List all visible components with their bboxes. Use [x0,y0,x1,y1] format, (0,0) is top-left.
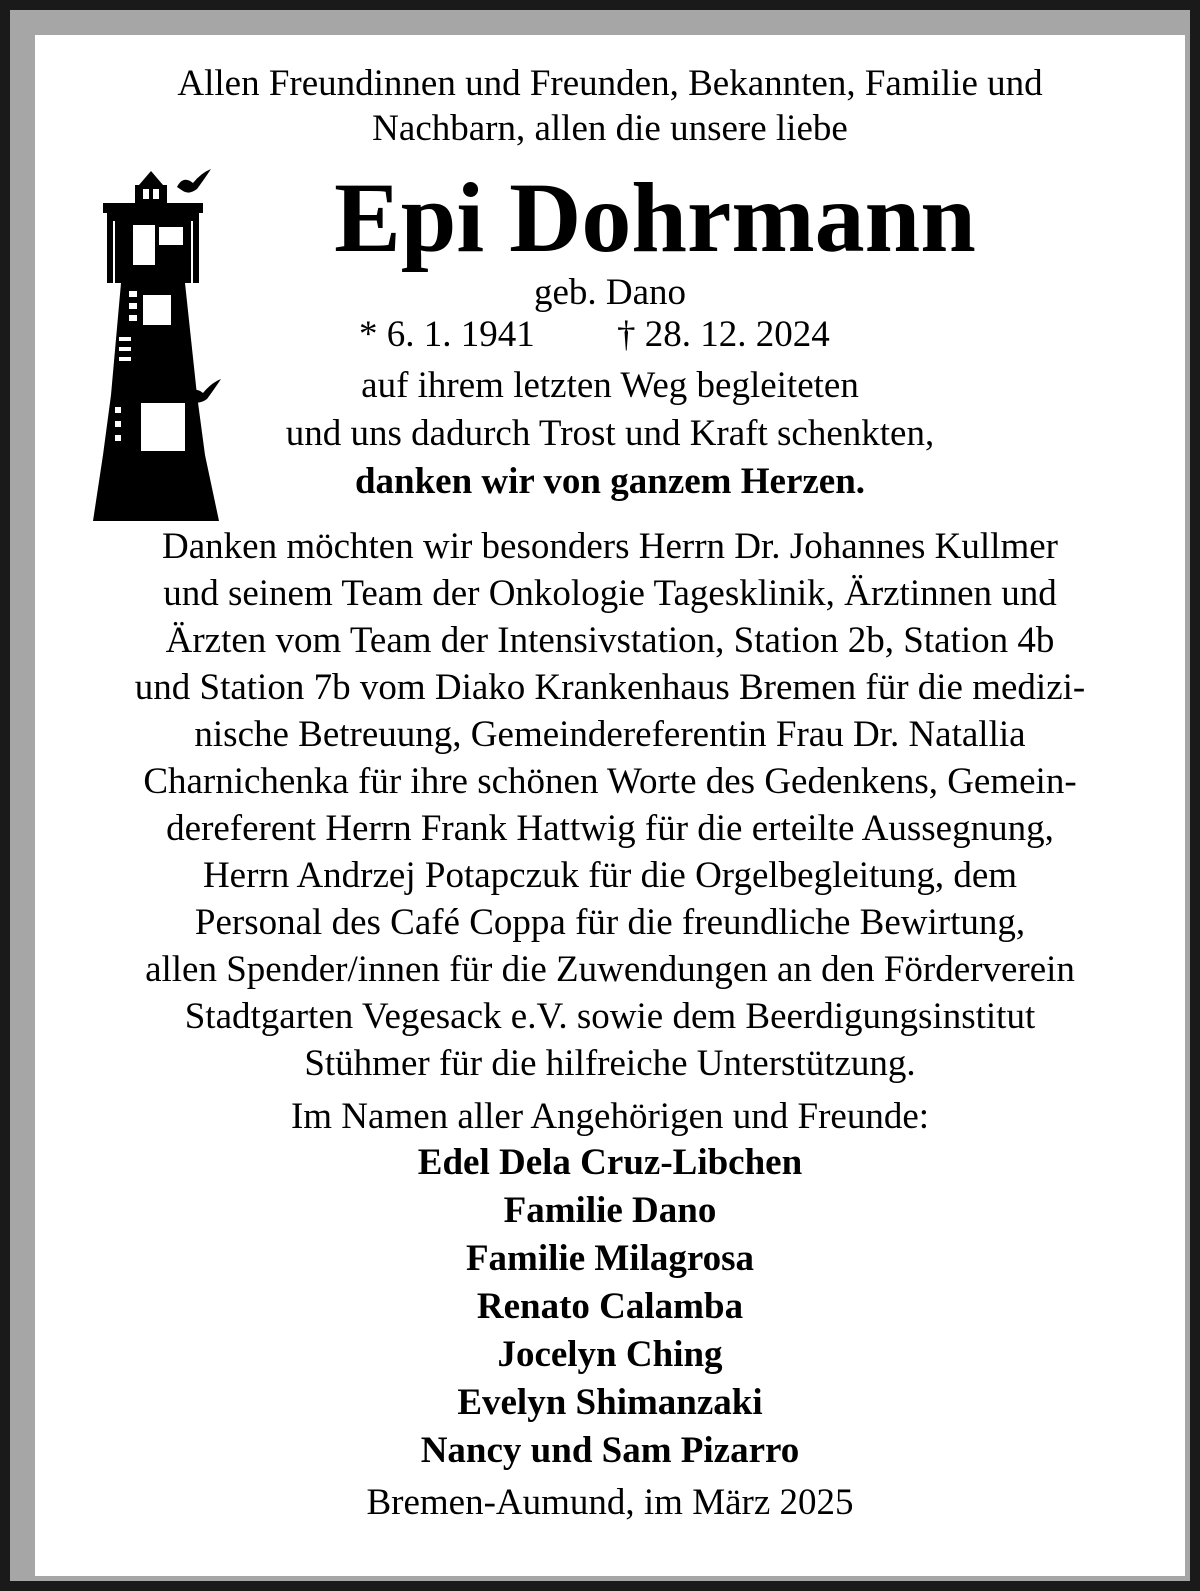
body-line: und seinem Team der Onkologie Tagesklinik, Ärztinnen und [163,573,1057,614]
middle-border [10,10,1190,1581]
body-line: nische Betreuung, Gemeindereferentin Frau Dr. Natallia [194,714,1026,755]
mourner-name: Nancy und Sam Pizarro [420,1430,800,1471]
body-line: Ärzten vom Team der Intensivstation, Station 2b, Station 4b [165,620,1055,661]
thanks-intro-line-2: und uns dadurch Trost und Kraft schenkten, [285,413,935,454]
mourner-name: Jocelyn Ching [497,1334,723,1375]
body-line: Danken möchten wir besonders Herrn Dr. Johannes Kullmer [162,526,1058,567]
thanks-intro-line-3: danken wir von ganzem Herzen. [354,461,866,502]
thanks-intro-line-1: auf ihrem letzten Weg begleiteten [361,365,859,406]
body-line: Stühmer für die hilfreiche Unterstützung. [304,1043,916,1084]
mourner-name: Evelyn Shimanzaki [457,1382,763,1423]
life-dates [35,313,1185,357]
mourner-name: Familie Dano [503,1190,717,1231]
deceased-name: Epi Dohrmann [334,162,976,273]
obituary-thank-you-notice [35,35,1185,1576]
mourner-name: Familie Milagrosa [465,1238,755,1279]
birth-date: * 6. 1. 1941 [359,314,535,355]
maiden-name: geb. Dano [533,272,687,313]
body-line: Personal des Café Coppa für die freundliche Bewirtung, [194,902,1026,943]
body-line: Stadtgarten Vegesack e.V. sowie dem Beerdigungsinstitut [184,996,1036,1037]
body-line: dereferent Herrn Frank Hattwig für die erteilte Aussegnung, [166,808,1054,849]
body-line: Charnichenka für ihre schönen Worte des Gedenkens, Gemein- [143,761,1077,802]
intro-line-2: Nachbarn, allen die unsere liebe [372,108,848,149]
body-line: Herrn Andrzej Potapczuk für die Orgelbegleitung, dem [202,855,1018,896]
notice-panel [35,35,1185,1576]
intro-line-1: Allen Freundinnen und Freunden, Bekannten, Familie und [177,63,1043,104]
body-line: allen Spender/innen für die Zuwendungen an den Förderverein [145,949,1075,990]
signoff-line: Im Namen aller Angehörigen und Freunde: [290,1096,930,1137]
mourner-name: Edel Dela Cruz-Libchen [417,1142,803,1183]
place-and-date: Bremen-Aumund, im März 2025 [366,1482,854,1523]
mourner-name: Renato Calamba [476,1286,744,1327]
body-line: und Station 7b vom Diako Krankenhaus Bremen für die medizi- [134,667,1086,708]
death-date: † 28. 12. 2024 [617,314,830,355]
